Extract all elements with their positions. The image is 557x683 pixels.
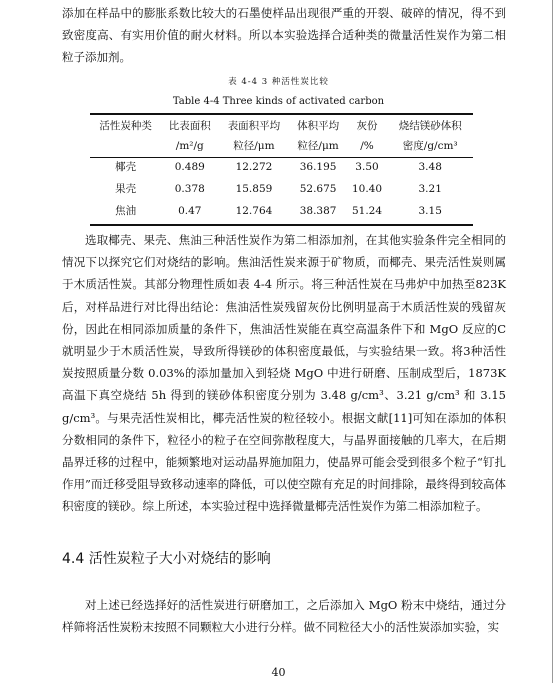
table-cell: 51.24 [351, 205, 383, 217]
table-cell: 3.50 [355, 161, 379, 173]
table-cell: 10.40 [351, 183, 383, 195]
table-cell: 椰壳 [115, 161, 137, 173]
table-cell: 15.859 [235, 183, 273, 195]
table-cell: 0.489 [174, 161, 205, 173]
table-cell: 3.21 [418, 183, 442, 195]
table-cell: 38.387 [299, 205, 337, 217]
table-cell: 0.378 [174, 183, 205, 195]
page-number: 40 [271, 666, 286, 679]
table-caption-english: Table 4-4 Three kinds of activated carbon [172, 96, 385, 107]
table-row [90, 156, 473, 178]
table-header-cell: 烧结镁砂体积 [398, 120, 462, 132]
paragraph-intro: 添加在样品中的膨胀系数比较大的石墨使样品出现很严重的开裂、破碎的情况，得不到致密度高、有实用价值的耐火材料。所以本实验选择合适种类的微量活性炭作为第二相粒子添加剂。 [62, 6, 506, 65]
table-caption-chinese: 表 4-4 3 种活性炭比较 [228, 77, 329, 87]
table-header-cell: 比表面积 [168, 120, 211, 132]
table-cell: 3.15 [418, 205, 442, 217]
paragraph-next: 对上述已经选择好的活性炭进行研磨加工，之后添加入 MgO 粉末中烧结，通过分样筛将活性炭粉末按照不同颗粒大小进行分样。做不同粒径大小的活性炭添加实验，实 [62, 598, 506, 635]
section-heading: 4.4 活性炭粒子大小对烧结的影响 [62, 551, 271, 567]
paragraph-main: 选取椰壳、果壳、焦油三种活性炭作为第二相添加剂，在其他实验条件完全相同的情况下以探究它们对烧结的影响。焦油活性炭来源于矿物质，而椰壳、果壳活性炭则属于木质活性炭。其部分物理性质如表 4-4 所示。将三种活性炭在马弗炉中加热至823K 后，对样品进行对比得出结论：焦油活性炭残留灰份比例明显高于木质活性炭的残留灰份，因此在相同添加质量的条件下，焦油活性炭能在真空高温条件下和 MgO 反应的C 就明显少于木质活性炭，导致所得镁砂的体积密度最低，与实验结果一致。将3种活性炭按照质量分数 0.03%的添加量加入到轻烧 MgO 中进行研磨、压制成型后，1873K 高温下真空烧结 5h 得到的镁砂体积密度分别为 3.48 g/cm³、3.21 g/cm³ 和 3.15 g/cm³。与果壳活性炭相比，椰壳活性炭的粒径较小。根据文献[11]可知在添加的体积分数相同的条件下，粒径小的粒子在空间弥散程度大，与晶界面接触的几率大，在后期晶界迁移的过程中，能频繁地对运动晶界施加阻力，使晶界可能会受到很多个粒子“钉扎作用”而迁移受阻导致移动速率的降低，可以使空隙有充足的时间排除，最终得到较高体积密度的镁砂。综上所述，本实验过程中选择微量椰壳活性炭作为第二相添加粒子。 [62, 233, 506, 514]
table-header-unit-cell: /m²/g [175, 140, 204, 152]
table-header-unit-cell: 粒径/μm [233, 140, 275, 152]
table-header-unit-row [90, 136, 473, 156]
table-header-cell: 活性炭种类 [99, 120, 152, 132]
table-header-unit-cell: /% [360, 140, 374, 152]
table-cell: 12.764 [235, 205, 273, 217]
table-cell: 12.272 [235, 161, 273, 173]
table-cell: 0.47 [178, 205, 202, 217]
table-header-cell: 体积平均 [297, 120, 340, 132]
table-header-cell: 表面积平均 [227, 120, 281, 132]
table-header-cell: 灰份 [356, 120, 378, 132]
table-cell: 36.195 [299, 161, 337, 173]
table-header-unit-cell: 粒径/μm [297, 140, 339, 152]
table-cell: 果壳 [115, 183, 137, 195]
table-header-row [90, 116, 473, 136]
table-cell: 3.48 [418, 161, 442, 173]
table-cell: 焦油 [115, 205, 137, 217]
table-header-unit-cell [90, 136, 161, 156]
table-header-unit-cell: 密度/g/cm³ [402, 140, 458, 152]
table-top-rule [90, 113, 473, 115]
activated-carbon-table [90, 116, 473, 222]
table-bottom-rule [90, 224, 473, 226]
table-row [90, 200, 473, 222]
table-cell: 52.675 [299, 183, 337, 195]
table-row [90, 178, 473, 200]
